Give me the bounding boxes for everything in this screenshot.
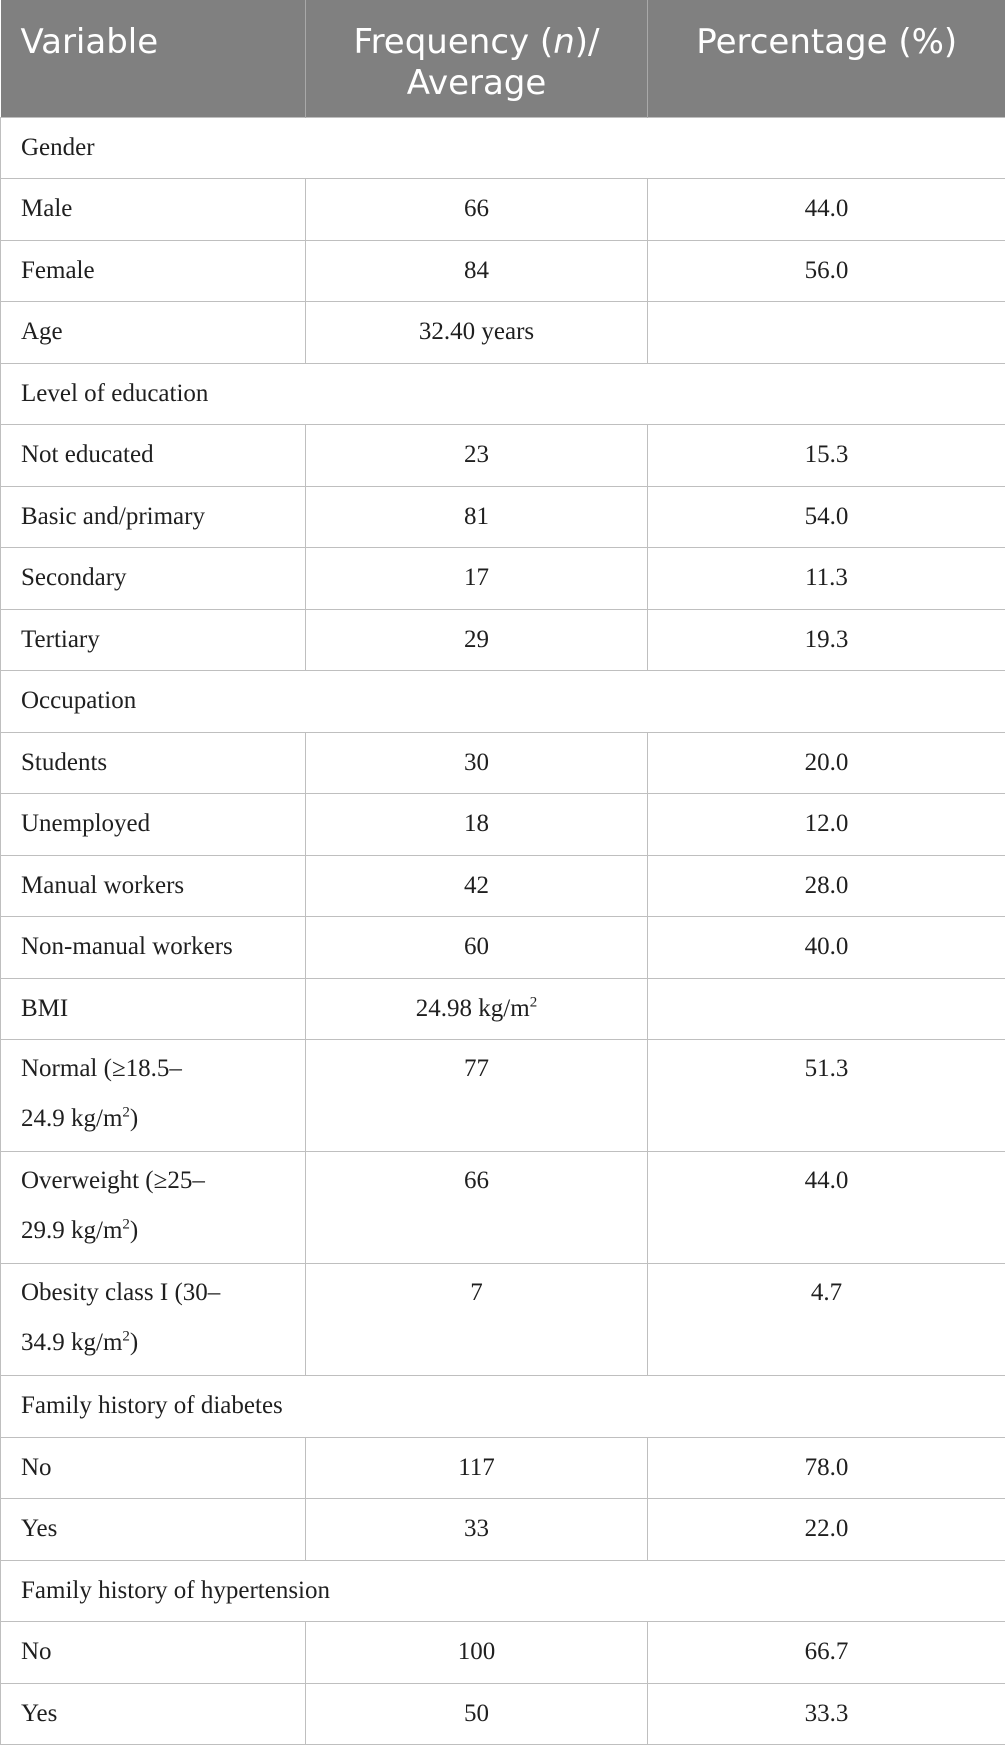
row-percentage: 56.0 [648, 240, 1005, 302]
row-label: Non-manual workers [1, 917, 306, 979]
table-body [1, 117, 1005, 1745]
group-label: Gender [1, 117, 1005, 179]
row-frequency: 18 [306, 794, 648, 856]
table-row [1, 1499, 1005, 1561]
row-percentage: 44.0 [648, 1152, 1005, 1264]
row-frequency: 50 [306, 1683, 648, 1745]
row-label: Yes [1, 1499, 306, 1561]
row-frequency: 77 [306, 1040, 648, 1152]
row-label: Secondary [1, 548, 306, 610]
row-label-line2: 34.9 kg/m [21, 1329, 123, 1356]
row-frequency: 81 [306, 486, 648, 548]
row-label-line1: Overweight (≥25– [21, 1167, 205, 1194]
table-row [1, 1152, 1005, 1264]
header-variable: Variable [1, 0, 306, 117]
row-frequency [306, 978, 648, 1040]
row-label: Unemployed [1, 794, 306, 856]
row-label: Manual workers [1, 855, 306, 917]
table-row [1, 1264, 1005, 1376]
group-row-family-history-diabetes [1, 1376, 1005, 1438]
table-row [1, 794, 1005, 856]
table-row [1, 179, 1005, 241]
header-percentage: Percentage (%) [648, 0, 1005, 117]
row-frequency: 100 [306, 1622, 648, 1684]
row-frequency: 32.40 years [306, 302, 648, 364]
row-label: No [1, 1622, 306, 1684]
bmi-value: 24.98 kg/m [415, 994, 530, 1022]
row-label: BMI [1, 978, 306, 1040]
row-label-line1: Obesity class I (30– [21, 1279, 221, 1306]
header-frequency-suffix: )/ [574, 22, 600, 62]
row-label [1, 1264, 306, 1376]
row-label-end: ) [129, 1329, 139, 1356]
row-percentage: 20.0 [648, 732, 1005, 794]
row-percentage: 51.3 [648, 1040, 1005, 1152]
row-percentage: 33.3 [648, 1683, 1005, 1745]
table-row [1, 302, 1005, 364]
table-row [1, 978, 1005, 1040]
header-frequency-n: n [553, 22, 575, 62]
row-label: Basic and/primary [1, 486, 306, 548]
row-label: Female [1, 240, 306, 302]
row-percentage: 44.0 [648, 179, 1005, 241]
row-label: No [1, 1437, 306, 1499]
row-frequency: 66 [306, 1152, 648, 1264]
header-frequency-average: Average [406, 63, 547, 103]
row-frequency: 17 [306, 548, 648, 610]
table-row [1, 609, 1005, 671]
row-label-line1: Normal (≥18.5– [21, 1055, 182, 1082]
row-percentage [648, 978, 1005, 1040]
row-frequency: 33 [306, 1499, 648, 1561]
table-row [1, 425, 1005, 487]
group-row-family-history-hypertension [1, 1560, 1005, 1622]
row-label [1, 1040, 306, 1152]
row-frequency: 29 [306, 609, 648, 671]
row-percentage: 19.3 [648, 609, 1005, 671]
row-percentage [648, 302, 1005, 364]
row-frequency: 117 [306, 1437, 648, 1499]
table-row [1, 240, 1005, 302]
table-row [1, 917, 1005, 979]
row-frequency: 7 [306, 1264, 648, 1376]
row-frequency: 66 [306, 179, 648, 241]
row-percentage: 22.0 [648, 1499, 1005, 1561]
bmi-unit-exponent: 2 [529, 994, 538, 1011]
group-row-occupation [1, 671, 1005, 733]
row-percentage: 4.7 [648, 1264, 1005, 1376]
table-row [1, 1437, 1005, 1499]
unit-exponent: 2 [122, 1328, 130, 1345]
row-percentage: 66.7 [648, 1622, 1005, 1684]
row-percentage: 28.0 [648, 855, 1005, 917]
row-label: Tertiary [1, 609, 306, 671]
header-row [1, 0, 1005, 117]
table-row [1, 1683, 1005, 1745]
row-frequency: 23 [306, 425, 648, 487]
table-header [1, 0, 1005, 117]
group-row-education [1, 363, 1005, 425]
row-percentage: 54.0 [648, 486, 1005, 548]
row-label: Age [1, 302, 306, 364]
row-percentage: 12.0 [648, 794, 1005, 856]
group-label: Family history of diabetes [1, 1376, 1005, 1438]
group-label: Family history of hypertension [1, 1560, 1005, 1622]
row-label-line2: 24.9 kg/m [21, 1105, 123, 1132]
header-frequency-prefix: Frequency ( [353, 22, 554, 62]
row-label: Students [1, 732, 306, 794]
row-label: Male [1, 179, 306, 241]
group-row-gender [1, 117, 1005, 179]
row-label: Yes [1, 1683, 306, 1745]
table-row [1, 486, 1005, 548]
row-frequency: 60 [306, 917, 648, 979]
row-frequency: 30 [306, 732, 648, 794]
table-row [1, 1040, 1005, 1152]
row-percentage: 40.0 [648, 917, 1005, 979]
row-percentage: 78.0 [648, 1437, 1005, 1499]
group-label: Occupation [1, 671, 1005, 733]
table-row [1, 732, 1005, 794]
table-row [1, 548, 1005, 610]
row-percentage: 15.3 [648, 425, 1005, 487]
row-label: Not educated [1, 425, 306, 487]
header-frequency [306, 0, 648, 117]
table-row [1, 1622, 1005, 1684]
row-label-end: ) [129, 1217, 139, 1244]
row-frequency: 84 [306, 240, 648, 302]
group-label: Level of education [1, 363, 1005, 425]
row-label-end: ) [129, 1105, 139, 1132]
unit-exponent: 2 [122, 1104, 130, 1121]
row-percentage: 11.3 [648, 548, 1005, 610]
row-label [1, 1152, 306, 1264]
table-row [1, 855, 1005, 917]
unit-exponent: 2 [122, 1216, 130, 1233]
row-frequency: 42 [306, 855, 648, 917]
row-label-line2: 29.9 kg/m [21, 1217, 123, 1244]
